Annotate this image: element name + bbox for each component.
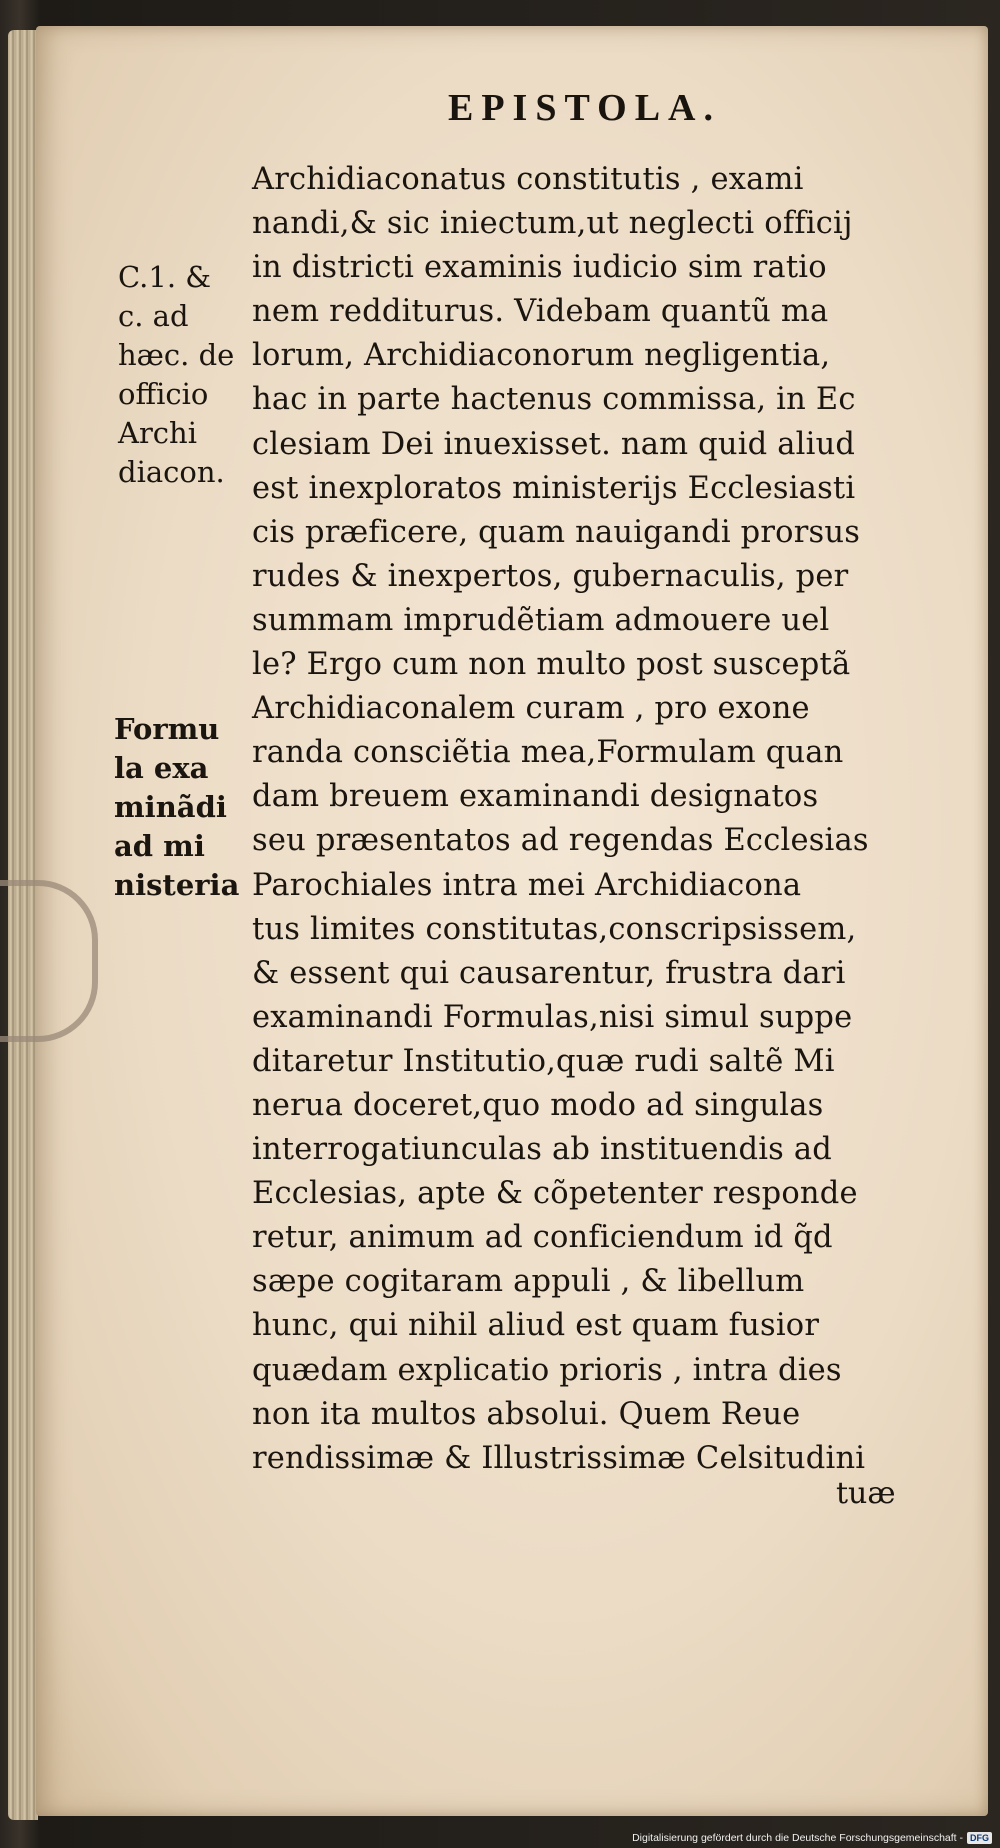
margin-line: c. ad	[118, 299, 189, 333]
text-line: tus limites constitutas,conscripsissem,	[252, 911, 857, 947]
text-line: clesiam Dei inuexisset. nam quid aliud	[252, 426, 856, 462]
text-line: examinandi Formulas,nisi simul suppe	[252, 999, 853, 1035]
catchword: tuæ	[836, 1476, 896, 1511]
text-line: quædam explicatio prioris , intra dies	[252, 1352, 842, 1388]
text-line: interrogatiunculas ab instituendis ad	[252, 1132, 833, 1168]
text-line: ditaretur Institutio,quæ rudi saltẽ Mi	[252, 1043, 835, 1079]
text-line: in districti examinis iudicio sim ratio	[252, 250, 827, 286]
text-line: nem redditurus. Videbam quantũ ma	[252, 294, 829, 330]
text-line: lorum, Archidiaconorum negligentia,	[252, 338, 831, 374]
text-line: hac in parte hactenus commissa, in Ec	[252, 382, 856, 418]
text-line: retur, animum ad conficiendum id q̃d	[252, 1220, 833, 1256]
margin-line: officio	[118, 377, 209, 411]
text-line: rudes & inexpertos, gubernaculis, per	[252, 558, 849, 594]
text-line: hunc, qui nihil aliud est quam fusior	[252, 1308, 820, 1344]
text-line: le? Ergo cum non multo post susceptã	[252, 647, 851, 683]
text-line: randa consciẽtia mea,Formulam quan	[252, 735, 844, 771]
footer-text: Digitalisierung gefördert durch die Deutsche Forschungsgemeinschaft -	[632, 1832, 963, 1844]
text-line: dam breuem examinandi designatos	[252, 779, 819, 815]
text-line: nandi,& sic iniectum,ut neglecti officij	[252, 206, 853, 242]
text-line: non ita multos absolui. Quem Reue	[252, 1396, 801, 1432]
text-line: summam imprudẽtiam admouere uel	[252, 602, 830, 638]
margin-line: Formu	[114, 712, 220, 746]
margin-line: hæc. de	[118, 338, 235, 372]
margin-line: nisteria	[114, 868, 240, 902]
body-text	[252, 158, 932, 1481]
text-line: & essent qui causarentur, frustra dari	[252, 955, 846, 991]
margin-line: minãdi	[114, 790, 227, 824]
text-line: Ecclesias, apte & cõpetenter responde	[252, 1176, 858, 1212]
text-line: rendissimæ & Illustrissimæ Celsitudini	[252, 1440, 866, 1476]
dfg-logo-icon: DFG	[967, 1832, 992, 1844]
text-line: Archidiaconatus constitutis , exami	[252, 162, 804, 197]
margin-note-formula	[114, 710, 242, 905]
margin-line: diacon.	[118, 455, 225, 489]
margin-line: Archi	[118, 416, 197, 450]
margin-line: la exa	[114, 751, 209, 785]
text-line: Archidiaconalem curam , pro exone	[252, 691, 810, 727]
running-header: EPISTOLA.	[448, 87, 721, 129]
margin-line: C.1. &	[118, 260, 212, 294]
text-line: est inexploratos ministerijs Ecclesiasti	[252, 470, 856, 506]
text-line: Parochiales intra mei Archidiacona	[252, 867, 802, 903]
margin-line: ad mi	[114, 829, 205, 863]
text-line: cis præficere, quam nauigandi prorsus	[252, 514, 861, 550]
ribbon-bookmark	[0, 880, 98, 1042]
footer-credit	[606, 1828, 992, 1848]
text-line: seu præsentatos ad regendas Ecclesias	[252, 823, 869, 859]
margin-note-reference	[118, 258, 248, 492]
text-line: nerua doceret,quo modo ad singulas	[252, 1087, 824, 1123]
text-line: sæpe cogitaram appuli , & libellum	[252, 1264, 805, 1300]
